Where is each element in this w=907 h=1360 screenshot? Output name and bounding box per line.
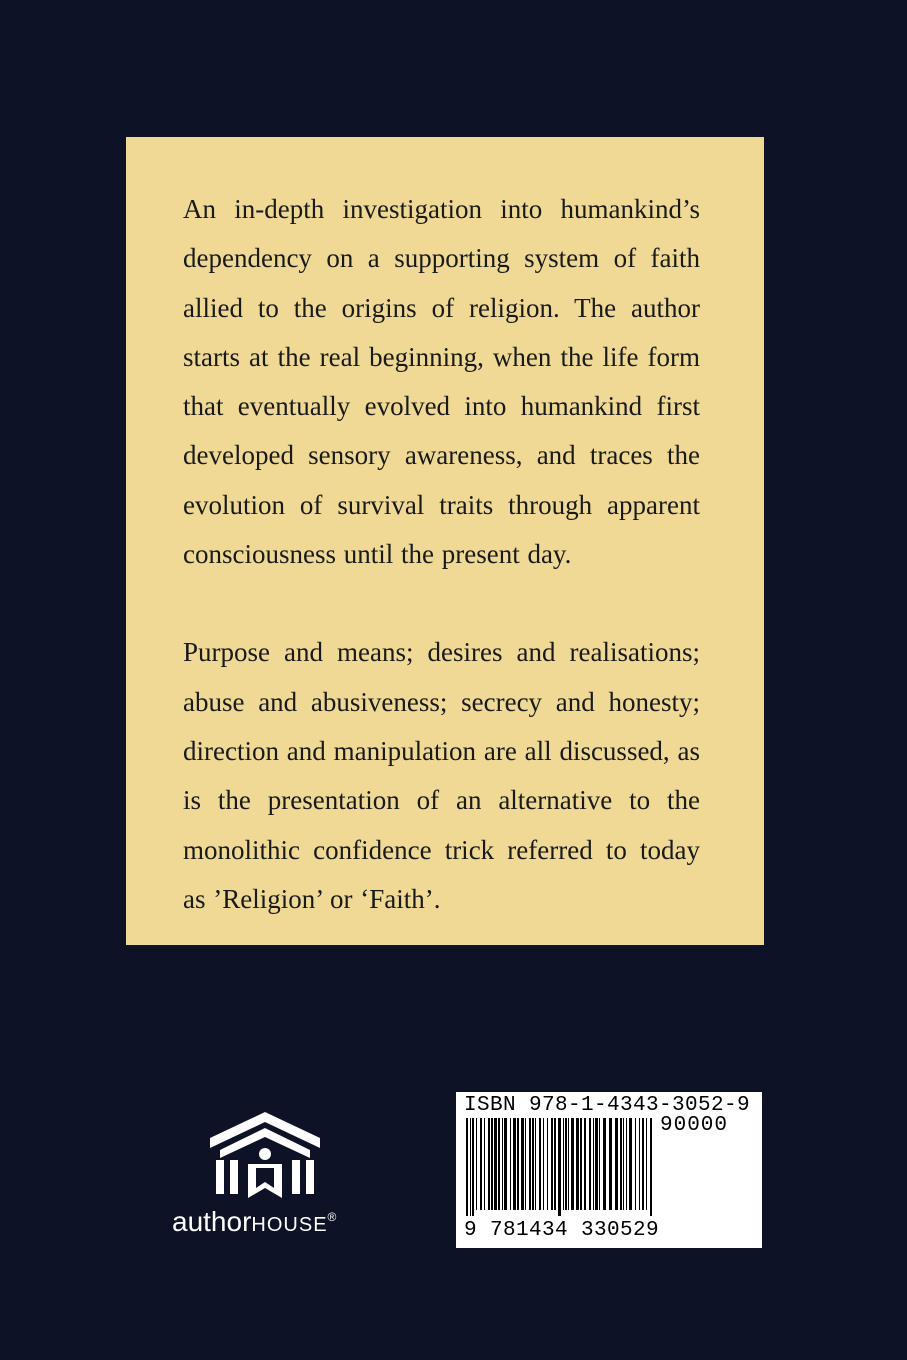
barcode-bar (595, 1118, 598, 1210)
barcode-bar (571, 1118, 574, 1210)
blurb-paragraph-1: An in-depth investigation into humankind’s dependency on a supporting system of faith allied to the origins of religion. The author starts at the real beginning, when the life form that eventually evolved into humankind first developed sensory awareness, and traces the evolution of survival traits through apparent consciousness until the present day. (183, 194, 700, 570)
barcode-bar (547, 1118, 548, 1210)
registered-mark: ® (327, 1210, 337, 1224)
barcode-bar (488, 1118, 490, 1210)
barcode-bar (635, 1118, 636, 1210)
barcode-bar (532, 1118, 534, 1210)
barcode-bar (521, 1118, 524, 1210)
barcode-bar (626, 1118, 627, 1210)
barcode-bar (565, 1118, 567, 1210)
barcode-bar (642, 1118, 644, 1210)
blurb-panel (126, 137, 764, 945)
barcode-bar (639, 1118, 640, 1210)
wordmark-house: HOUSE (251, 1214, 328, 1236)
barcode-bar (576, 1118, 579, 1210)
barcode-bar (491, 1118, 493, 1210)
barcode-bar (525, 1118, 526, 1210)
barcode-bar (646, 1118, 647, 1210)
barcode-bar (470, 1118, 471, 1216)
house-book-icon (206, 1108, 324, 1200)
barcode-bar (539, 1118, 541, 1210)
barcode-bar (513, 1118, 516, 1210)
isbn-label: ISBN 978-1-4343-3052-9 (464, 1094, 751, 1117)
publisher-logo (172, 1108, 368, 1248)
barcode-bar (650, 1118, 652, 1216)
barcode-bar (615, 1118, 618, 1210)
barcode-bar (620, 1118, 622, 1210)
wordmark-author: author (172, 1206, 252, 1237)
ean13-barcode-bars (466, 1118, 656, 1216)
barcode-bar (472, 1118, 474, 1216)
barcode-bar (480, 1118, 482, 1210)
barcode-bar (568, 1118, 569, 1210)
barcode-bar (498, 1118, 500, 1210)
barcode-bar (551, 1118, 553, 1210)
isbn-barcode (456, 1092, 762, 1248)
barcode-bar (476, 1118, 477, 1210)
barcode-bar (510, 1118, 511, 1210)
barcode-bar (593, 1118, 594, 1210)
blurb-paragraph-2: Purpose and means; desires and realisations; abuse and abusiveness; secrecy and honesty; direction and manipulation are all discussed, as is the presentation of an alternative to the monolithic confidence trick referred to today as ’Religion’ or ‘Faith’. (183, 637, 700, 914)
price-code: 90000 (660, 1114, 729, 1137)
barcode-bar (554, 1118, 556, 1210)
barcode-bar (466, 1118, 468, 1216)
barcode-bar (584, 1118, 586, 1210)
barcode-bar (502, 1118, 503, 1210)
barcode-bar (589, 1118, 591, 1210)
barcode-bar (629, 1118, 632, 1210)
barcode-bar (504, 1118, 507, 1210)
barcode-bar (558, 1118, 561, 1216)
barcode-bar (494, 1118, 497, 1210)
barcode-bar (580, 1118, 582, 1210)
barcode-bar (623, 1118, 624, 1210)
publisher-wordmark (172, 1206, 368, 1238)
barcode-bar (609, 1118, 612, 1210)
barcode-bar (563, 1118, 564, 1210)
barcode-bar (535, 1118, 536, 1210)
barcode-bar (529, 1118, 531, 1210)
ean-digits: 9 781434 330529 (464, 1219, 660, 1242)
barcode-bar (543, 1118, 544, 1210)
barcode-bar (517, 1118, 519, 1210)
barcode-bar (599, 1118, 600, 1210)
barcode-bar (484, 1118, 485, 1210)
barcode-bar (603, 1118, 606, 1210)
